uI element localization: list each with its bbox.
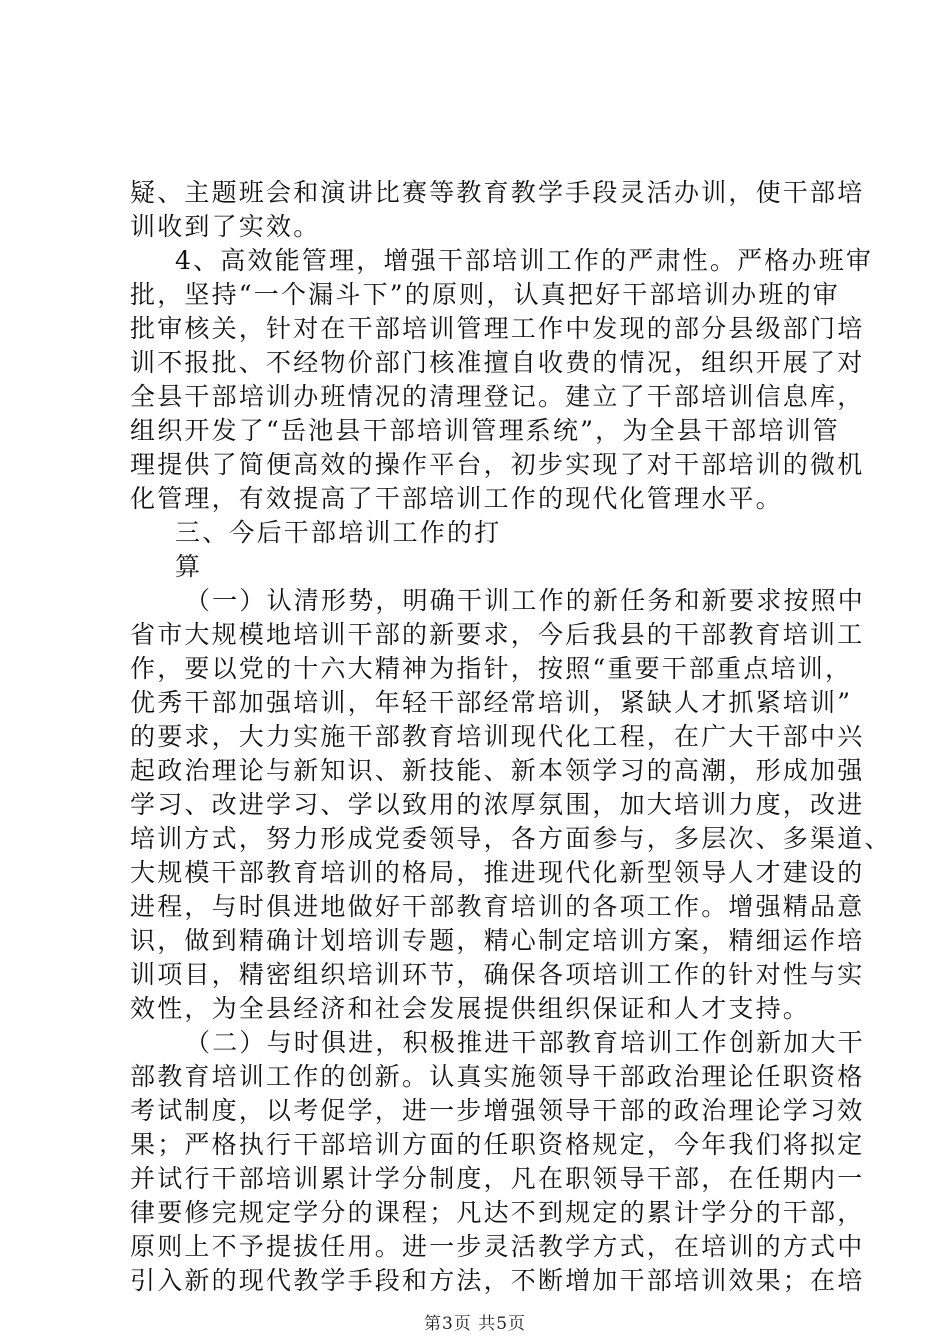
body-line: 作，要以党的十六大精神为指针，按照“重要干部重点培训， — [130, 654, 853, 683]
body-line: （二）与时俱进，积极推进干部教育培训工作创新加大干 — [185, 1028, 866, 1057]
section-heading-continued: 算 — [175, 552, 203, 581]
body-line: 批审核关，针对在干部培训管理工作中发现的部分县级部门培 — [130, 314, 865, 343]
body-line: 训收到了实效。 — [130, 212, 321, 241]
body-line: 省市大规模地培训干部的新要求，今后我县的干部教育培训工 — [130, 620, 865, 649]
body-line: 原则上不予提拔任用。进一步灵活教学方式，在培训的方式中 — [130, 1232, 865, 1261]
body-line: 训项目，精密组织培训环节，确保各项培训工作的针对性与实 — [130, 960, 865, 989]
body-line: 疑、主题班会和演讲比赛等教育教学手段灵活办训，使干部培 — [130, 178, 865, 207]
body-line: 效性，为全县经济和社会发展提供组织保证和人才支持。 — [130, 994, 811, 1023]
body-line: 组织开发了“岳池县干部培训管理系统”，为全县干部培训管 — [130, 416, 840, 445]
body-line: 部教育培训工作的创新。认真实施领导干部政治理论任职资格 — [130, 1062, 865, 1091]
body-line: 考试制度，以考促学，进一步增强领导干部的政治理论学习效 — [130, 1096, 865, 1125]
page-number: 第3页 共5页 — [423, 1314, 527, 1334]
body-line: （一）认清形势，明确干训工作的新任务和新要求按照中 — [185, 586, 866, 615]
body-line: 全县干部培训办班情况的清理登记。建立了干部培训信息库， — [130, 382, 865, 411]
body-line: 大规模干部教育培训的格局，推进现代化新型领导人才建设的 — [130, 858, 865, 887]
body-line: 的要求，大力实施干部教育培训现代化工程，在广大干部中兴 — [130, 722, 865, 751]
body-line: 化管理，有效提高了干部培训工作的现代化管理水平。 — [130, 484, 783, 513]
body-line: 理提供了简便高效的操作平台，初步实现了对干部培训的微机 — [130, 450, 865, 479]
body-line: 培训方式，努力形成党委领导，各方面参与，多层次、多渠道、 — [130, 824, 892, 853]
body-line: 学习、改进学习、学以致用的浓厚氛围，加大培训力度，改进 — [130, 790, 865, 819]
body-line: 律要修完规定学分的课程；凡达不到规定的累计学分的干部， — [130, 1198, 865, 1227]
body-line: 引入新的现代教学手段和方法，不断增加干部培训效果；在培 — [130, 1266, 865, 1295]
body-line: 批，坚持“一个漏斗下”的原则，认真把好干部培训办班的审 — [130, 280, 840, 309]
body-line: 训不报批、不经物价部门核准擅自收费的情况，组织开展了对 — [130, 348, 865, 377]
body-line: 4、高效能管理，增强干部培训工作的严肃性。严格办班审 — [175, 246, 874, 275]
body-line: 识，做到精确计划培训专题，精心制定培训方案，精细运作培 — [130, 926, 865, 955]
body-line: 优秀干部加强培训，年轻干部经常培训，紧缺人才抓紧培训” — [130, 688, 853, 717]
body-line: 进程，与时俱进地做好干部教育培训的各项工作。增强精品意 — [130, 892, 865, 921]
section-heading: 三、今后干部培训工作的打 — [175, 518, 502, 547]
body-line: 并试行干部培训累计学分制度，凡在职领导干部，在任期内一 — [130, 1164, 865, 1193]
body-line: 起政治理论与新知识、新技能、新本领学习的高潮，形成加强 — [130, 756, 865, 785]
body-line: 果；严格执行干部培训方面的任职资格规定，今年我们将拟定 — [130, 1130, 865, 1159]
